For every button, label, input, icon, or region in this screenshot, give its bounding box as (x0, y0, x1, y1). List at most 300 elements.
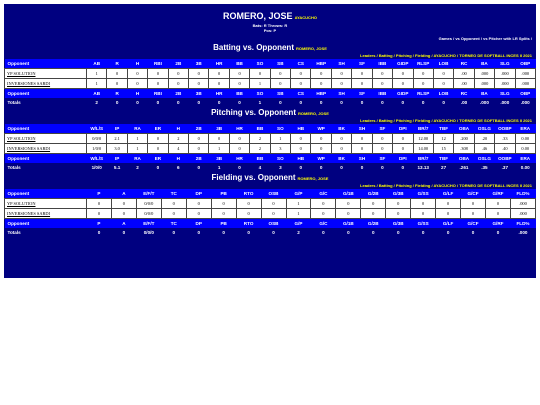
table-cell: 0 (127, 98, 147, 107)
table-cell: SO (250, 59, 270, 69)
table-cell: 0 (311, 163, 331, 172)
table-cell: H (127, 59, 147, 69)
table-cell: 0 (311, 98, 331, 107)
table-cell: 3 (270, 163, 290, 172)
table-cell: 0 (372, 163, 392, 172)
table-cell: 1 (209, 144, 229, 154)
table-cell: ER (148, 124, 168, 134)
table-cell: OBP (515, 59, 535, 69)
table-cell: 0 (186, 228, 211, 237)
table-cell: DPI (393, 124, 413, 134)
table-cell: SH (331, 59, 351, 69)
table-cell: 0 (291, 134, 311, 144)
player-header (4, 4, 536, 33)
table-cell: 0 (361, 209, 386, 219)
table-cell: 0 (148, 79, 168, 89)
table-cell: TBF (433, 124, 453, 134)
totals-label: Totals (5, 98, 87, 107)
table-cell: 0 (161, 209, 186, 219)
table-cell: ERA (515, 154, 535, 164)
table-cell: TBF (433, 154, 453, 164)
table-cell: 0 (436, 209, 461, 219)
table-cell: GIDP (393, 89, 413, 99)
table-cell: 0 (87, 199, 112, 209)
table-cell: 2 (250, 144, 270, 154)
fielding-table (4, 189, 536, 237)
table-cell: 0 (107, 79, 127, 89)
table-cell: 0 (331, 69, 351, 79)
table-cell: LOB (433, 59, 453, 69)
table-cell: WP (311, 154, 331, 164)
table-cell: IBB (372, 59, 392, 69)
table-cell: 0 (413, 79, 433, 89)
table-cell: .200 (454, 134, 474, 144)
table-cell: 15 (433, 144, 453, 154)
opponent-link[interactable]: INVERSIONES SARDI (5, 209, 87, 219)
table-cell: BK (331, 154, 351, 164)
table-cell: 0 (331, 144, 351, 154)
table-cell: 0 (236, 228, 261, 237)
table-cell: BR/7 (413, 154, 433, 164)
table-cell: SF (372, 154, 392, 164)
table-cell: OSLG (474, 154, 494, 164)
table-cell: 0 (433, 98, 453, 107)
table-cell: 0 (236, 199, 261, 209)
table-cell: FLD% (510, 219, 535, 229)
table-cell: PB (211, 189, 236, 199)
table-cell: .46 (474, 144, 494, 154)
header-cell: Opponent (5, 154, 87, 164)
table-cell: SO (270, 124, 290, 134)
table-cell: 0 (386, 209, 411, 219)
table-cell: G/P (286, 189, 311, 199)
table-cell: 0 (393, 134, 413, 144)
table-cell: 0 (352, 79, 372, 89)
table-cell: 2 (87, 98, 107, 107)
table-cell: 12.00 (413, 134, 433, 144)
header-cell: Opponent (5, 59, 87, 69)
table-cell: 0 (372, 144, 392, 154)
table-cell: 1 (87, 79, 107, 89)
table-cell: 0 (386, 228, 411, 237)
table-cell: 0 (311, 69, 331, 79)
table-cell: OSLG (474, 124, 494, 134)
table-cell: 1 (87, 69, 107, 79)
table-cell: 0 (148, 98, 168, 107)
table-cell: HR (209, 89, 229, 99)
table-cell: 0 (261, 199, 286, 209)
table-row (5, 69, 536, 79)
table-row (5, 209, 536, 219)
table-cell: 0 (229, 144, 249, 154)
table-cell: 2B (189, 124, 209, 134)
table-cell: 0 (461, 209, 486, 219)
table-cell: G/1B (336, 189, 361, 199)
table-cell: 0 (148, 134, 168, 144)
table-cell: 0 (372, 79, 392, 89)
table-cell: 0 (229, 79, 249, 89)
table-cell: RA (127, 124, 147, 134)
table-cell: BA (474, 59, 494, 69)
pitching-table (4, 124, 536, 172)
opponent-link[interactable]: YP SOLUTION (5, 134, 87, 144)
table-cell: 0 (211, 199, 236, 209)
table-cell: G/3B (386, 189, 411, 199)
table-cell: 0 (211, 209, 236, 219)
header-cell: Opponent (5, 124, 87, 134)
player-team: AYACUCHO (294, 15, 317, 20)
table-cell: SH (352, 154, 372, 164)
table-cell: 0 (393, 69, 413, 79)
table-cell: W/L/S (87, 154, 107, 164)
table-cell: 1/0/0 (87, 163, 107, 172)
table-cell: HR (209, 59, 229, 69)
table-cell: WP (311, 124, 331, 134)
table-cell: 1 (270, 134, 290, 144)
table-cell: P (87, 219, 112, 229)
table-cell: HBP (311, 89, 331, 99)
table-cell: .35 (474, 163, 494, 172)
table-cell: 2B (189, 154, 209, 164)
table-cell: G/3B (386, 219, 411, 229)
table-cell: BB (250, 154, 270, 164)
totals-label: Totals (5, 228, 87, 237)
table-cell: BB (229, 89, 249, 99)
table-cell: FLD% (510, 189, 535, 199)
table-cell: RTO (236, 219, 261, 229)
table-cell: H (127, 89, 147, 99)
table-cell: 0/0/0 (87, 134, 107, 144)
table-cell: AB (87, 59, 107, 69)
table-cell: SF (352, 89, 372, 99)
table-cell: .261 (454, 163, 474, 172)
splits-nav[interactable]: Games / vs Opponent / vs Pitcher with LR Splits / (438, 36, 532, 41)
table-cell: 0.00 (515, 134, 535, 144)
table-cell: IP (107, 154, 127, 164)
player-bats-throws: Bats: R Throws: R (252, 23, 288, 28)
table-row (5, 199, 536, 209)
table-cell: A (111, 189, 136, 199)
table-cell: 0 (352, 134, 372, 144)
table-cell: G/C (311, 189, 336, 199)
table-cell: 4 (168, 144, 188, 154)
table-cell: OSB (261, 189, 286, 199)
table-cell: 5.1 (107, 163, 127, 172)
table-cell: RC (454, 59, 474, 69)
table-cell: AB (87, 89, 107, 99)
table-cell: 1 (127, 134, 147, 144)
table-cell: 1 (286, 199, 311, 209)
table-cell: DPI (393, 154, 413, 164)
opponent-link[interactable]: INVERSIONES SARDI (5, 144, 87, 154)
table-cell: RBI (148, 59, 168, 69)
totals-label: Totals (5, 163, 87, 172)
table-cell: .00 (454, 79, 474, 89)
table-cell: E/F/T (136, 219, 161, 229)
table-row (5, 144, 536, 154)
table-row (5, 79, 536, 89)
table-cell: 0 (486, 199, 511, 209)
table-cell: 0 (436, 199, 461, 209)
table-cell: 2 (286, 228, 311, 237)
table-cell: 0 (361, 228, 386, 237)
table-cell: .000 (495, 69, 515, 79)
table-cell: 0 (261, 209, 286, 219)
table-cell: 0 (291, 144, 311, 154)
table-cell: OBA (454, 124, 474, 134)
table-cell: 0 (261, 228, 286, 237)
table-cell: 0 (87, 228, 112, 237)
table-cell: OSB (261, 219, 286, 229)
table-cell: G/P (286, 219, 311, 229)
table-cell: 13.13 (413, 163, 433, 172)
table-cell: 0 (127, 69, 147, 79)
table-cell: 0 (411, 228, 436, 237)
table-cell: .000 (510, 199, 535, 209)
table-cell: 0 (209, 98, 229, 107)
table-cell: 2 (168, 134, 188, 144)
table-cell: 0 (331, 163, 351, 172)
table-cell: 0 (189, 69, 209, 79)
table-cell: 0 (189, 134, 209, 144)
header-cell: Opponent (5, 89, 87, 99)
header-row (5, 124, 536, 134)
table-cell: 0 (461, 228, 486, 237)
table-cell: G/2B (361, 189, 386, 199)
table-cell: 0 (161, 199, 186, 209)
table-cell: .20 (474, 134, 494, 144)
table-cell: 0 (393, 144, 413, 154)
table-cell: .000 (515, 69, 535, 79)
table-cell: 0 (111, 228, 136, 237)
table-cell: 0 (486, 228, 511, 237)
table-cell: 0 (352, 144, 372, 154)
table-cell: 0 (189, 79, 209, 89)
table-cell: 0 (393, 163, 413, 172)
table-cell: G/CF (461, 189, 486, 199)
table-cell: 0 (229, 69, 249, 79)
table-cell: 0 (336, 228, 361, 237)
table-cell: G/SS (411, 219, 436, 229)
table-cell: 1 (209, 163, 229, 172)
table-cell: 1 (127, 144, 147, 154)
table-cell: A (111, 219, 136, 229)
table-cell: .000 (510, 228, 535, 237)
table-cell: 0 (189, 98, 209, 107)
table-cell: 2B (168, 89, 188, 99)
table-cell: .00 (454, 98, 474, 107)
pitching-nav-links[interactable]: Leaders / Batting / Pitching / Fielding / AYACUCHO / TORNEO DE SOFTBALL INCES II 2021 (360, 118, 532, 123)
table-cell: RA (127, 154, 147, 164)
table-cell: SF (372, 124, 392, 134)
table-cell: 0 (270, 79, 290, 89)
table-cell: OOBP (495, 124, 515, 134)
table-cell: RTO (236, 189, 261, 199)
stats-panel (4, 4, 536, 278)
table-cell: LOB (433, 89, 453, 99)
table-cell: 0 (107, 98, 127, 107)
table-cell: 0 (229, 134, 249, 144)
table-cell: R (107, 89, 127, 99)
table-cell: ERA (515, 124, 535, 134)
table-cell: 0 (148, 69, 168, 79)
table-cell: 0 (311, 228, 336, 237)
table-cell: 0 (186, 199, 211, 209)
opponent-link[interactable]: INVERSIONES SARDI (5, 79, 87, 89)
table-cell: .37 (495, 163, 515, 172)
table-cell: 0 (189, 163, 209, 172)
table-cell: .33 (495, 134, 515, 144)
table-cell: 0 (311, 79, 331, 89)
table-cell: .308 (454, 144, 474, 154)
table-cell: 0 (486, 209, 511, 219)
totals-row (5, 98, 536, 107)
table-cell: IP (107, 124, 127, 134)
table-cell: 0 (111, 199, 136, 209)
pitching-title: Pitching vs. Opponent ROMERO, JOSE (211, 108, 329, 117)
table-cell: 0 (291, 163, 311, 172)
table-cell: .000 (515, 98, 535, 107)
table-cell: G/RF (486, 219, 511, 229)
table-cell: 0 (411, 209, 436, 219)
table-cell: H (168, 154, 188, 164)
table-cell: 0 (127, 79, 147, 89)
header-row (5, 154, 536, 164)
totals-row (5, 228, 536, 237)
table-cell: .000 (495, 79, 515, 89)
table-cell: G/CF (461, 219, 486, 229)
table-cell: 0 (189, 144, 209, 154)
table-cell: 0 (148, 163, 168, 172)
table-cell: .00 (454, 69, 474, 79)
table-cell: HR (229, 124, 249, 134)
table-cell: 3B (189, 89, 209, 99)
table-cell: .000 (510, 209, 535, 219)
table-cell: G/C (311, 219, 336, 229)
table-cell: SH (331, 89, 351, 99)
table-cell: 0 (372, 69, 392, 79)
batting-nav-links[interactable]: Leaders / Batting / Pitching / Fielding / AYACUCHO / TORNEO DE SOFTBALL INCES II 2021 (360, 53, 532, 58)
table-cell: G/LF (436, 219, 461, 229)
table-cell: 1 (250, 98, 270, 107)
table-cell: HBP (311, 59, 331, 69)
table-cell: 0 (161, 228, 186, 237)
table-cell: 0 (211, 228, 236, 237)
table-cell: 0 (291, 69, 311, 79)
table-cell: 3B (189, 59, 209, 69)
table-cell: 0 (291, 79, 311, 89)
table-cell: 0 (236, 209, 261, 219)
table-cell: .40 (495, 144, 515, 154)
table-cell: 12 (433, 134, 453, 144)
table-cell: 0 (148, 144, 168, 154)
table-cell: 0 (413, 98, 433, 107)
table-cell: G/2B (361, 219, 386, 229)
batting-title: Batting vs. Opponent ROMERO, JOSE (213, 43, 327, 52)
table-cell: RBI (148, 89, 168, 99)
table-cell: 0.00 (515, 163, 535, 172)
table-cell: 0/0/0 (136, 199, 161, 209)
table-cell: ER (148, 154, 168, 164)
table-cell: DP (186, 189, 211, 199)
table-cell: 0 (87, 209, 112, 219)
table-cell: .000 (474, 98, 494, 107)
table-cell: 0 (436, 228, 461, 237)
table-cell: 0 (386, 199, 411, 209)
table-cell: HR (229, 154, 249, 164)
table-cell: G/LF (436, 189, 461, 199)
table-cell: CS (291, 59, 311, 69)
table-cell: .000 (495, 98, 515, 107)
table-cell: HB (291, 154, 311, 164)
table-cell: RLSP (413, 59, 433, 69)
table-cell: G/1B (336, 219, 361, 229)
table-cell: 0 (209, 134, 229, 144)
table-cell: SB (270, 59, 290, 69)
table-cell: 4 (250, 163, 270, 172)
table-cell: SO (270, 154, 290, 164)
table-cell: 0 (336, 199, 361, 209)
table-cell: 0 (250, 69, 270, 79)
totals-row (5, 163, 536, 172)
table-cell: 0 (433, 69, 453, 79)
table-cell: H (168, 124, 188, 134)
table-cell: .000 (515, 79, 535, 89)
table-cell: CS (291, 89, 311, 99)
table-cell: 0 (331, 98, 351, 107)
table-cell: 3B (209, 154, 229, 164)
table-cell: 27 (433, 163, 453, 172)
table-cell: W/L/S (87, 124, 107, 134)
table-cell: 1 (286, 209, 311, 219)
table-cell: 3B (209, 124, 229, 134)
header-row (5, 59, 536, 69)
table-cell: 0/0/0 (136, 209, 161, 219)
table-cell: BB (250, 124, 270, 134)
header-row (5, 219, 536, 229)
table-cell: 0 (413, 69, 433, 79)
header-row (5, 189, 536, 199)
table-cell: 0 (393, 79, 413, 89)
table-cell: DP (186, 219, 211, 229)
table-cell: R (107, 59, 127, 69)
table-cell: 0 (361, 199, 386, 209)
table-cell: SF (352, 59, 372, 69)
table-cell: P (87, 189, 112, 199)
table-cell: 1 (250, 79, 270, 89)
table-cell: 0.00 (515, 144, 535, 154)
table-cell: 1/0/0 (87, 144, 107, 154)
table-cell: SLG (495, 89, 515, 99)
table-cell: 0 (186, 209, 211, 219)
table-cell: 0 (372, 134, 392, 144)
table-cell: 0 (229, 163, 249, 172)
table-cell: HB (291, 124, 311, 134)
table-row (5, 134, 536, 144)
table-cell: 0 (411, 199, 436, 209)
table-cell: PB (211, 219, 236, 229)
table-cell: 0 (336, 209, 361, 219)
table-cell: 0 (372, 98, 392, 107)
fielding-nav-links[interactable]: Leaders / Batting / Pitching / Fielding / AYACUCHO / TORNEO DE SOFTBALL INCES II 2021 (360, 183, 532, 188)
table-cell: RLSP (413, 89, 433, 99)
table-cell: 6 (168, 163, 188, 172)
opponent-link[interactable]: YP SOLUTION (5, 199, 87, 209)
table-cell: E/F/T (136, 189, 161, 199)
batting-table (4, 59, 536, 107)
table-cell: OBP (515, 89, 535, 99)
opponent-link[interactable]: YP SOLUTION (5, 69, 87, 79)
